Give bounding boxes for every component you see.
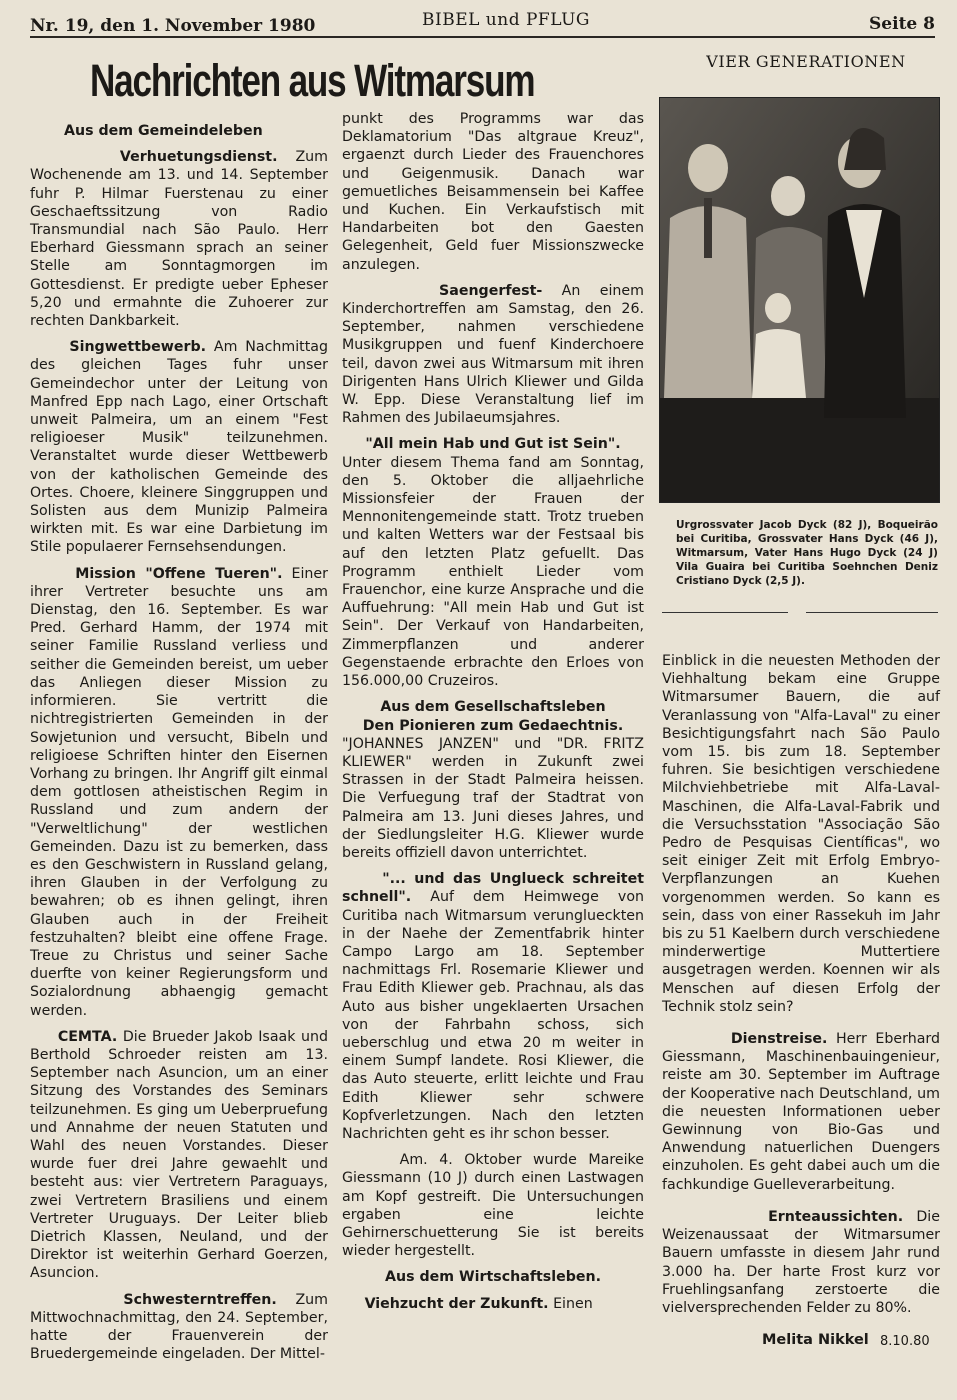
article-text: Zum Wochenende am 13. und 14. September fuhr P. Hilmar Fuerstenau zu einer Geschaeftssitzung von Radio Transmundial nach São Paulo. Herr Eberhard Giessmann sprach an seiner Stelle am Sonntagmorgen im Gottesdienst. Er predigte ueber Epheser 5,20 und ermahnte die Zuhoerer zur rechten Dankbarkeit. <box>30 149 328 330</box>
article-unglueck <box>342 870 644 1143</box>
run-in-heading: "... und das Unglueck schreitet schnell". <box>342 871 644 906</box>
article-text: Zum Mittwochnachmittag, den 24. September, hatte der Frauenverein der Bruedergemeinde eingeladen. Der Mittel- <box>30 1291 328 1363</box>
headline: Nachrichten aus Witmarsum <box>90 55 535 106</box>
run-in-heading: Schwesterntreffen. <box>123 1291 277 1308</box>
run-in-heading: Mission "Offene Tueren". <box>75 565 283 582</box>
article-text: Einer ihrer Vertreter besuchte uns am Dienstag, den 16. September. Es war Pred. Gerhard Hamm, der 1974 mit seiner Familie Russland verliess und seither die Gemeinden bereist, um ueber das Anliegen dieser Mission zu informieren. Sie vertritt die nichtregistrierten Gemeinden in der Sowjetunion und versucht, Bibeln und religioese Schriften hinter den Eisernen Vorhang zu bringen. Ihr Angriff gilt einmal dem gottlosen atheistischen Regim in Russland und zum andern der "Verweltlichung" der westlichen Gemeinden. Dazu ist zu bemerken, dass es den Geschwistern in Russland gelang, ihren Glauben in der Verfolgung zu bewahren; ob es ihnen gelingt, ihren Glauben auch in der Freiheit festzuhalten? bleibt eine offene Frage. Treue zu Christus und seiner Sache duerfte von keiner Regierungsform und Sozialordnung abhaengig gemacht werden. <box>30 565 328 1019</box>
photo-illustration <box>660 98 939 502</box>
article-text: An einem Kinderchortreffen am Samstag, den 26. September, nahmen verschiedene Musikgruppen und fuenf Kinderchoere teil, davon zwei aus Witmarsum mit ihren Dirigenten Hans Ulrich Kliewer und Gilda W. Epp. Diese Veranstaltung lief im Rahmen des Jubilaeumsjahres. <box>342 282 644 427</box>
article-cemta <box>30 1028 328 1283</box>
article-heading: Den Pionieren zum Gedaechtnis. <box>362 717 624 734</box>
run-in-heading: Dienstreise. <box>730 1031 828 1048</box>
author-signature: Melita Nikkel <box>762 1332 869 1348</box>
article-mission <box>30 565 328 1020</box>
article-text: Am Nachmittag des gleichen Tages fuhr unser Gemeindechor unter der Leitung von Manfred Epp nach Lago, einer Ortschaft unweit Palmeira, um an einem "Fest religioeser Musik" teilzunehmen. Veranstaltet wurde dieser Wettbewerb von der katholischen Gemeinde des Ortes. Choere, kleinere Singgruppen und Solisten aus dem Munizip Palmeira wirkten mit. Es war eine Darbietung im Stile populaerer Fernsehsendungen. <box>30 339 328 556</box>
article-dienstreise <box>662 1030 940 1194</box>
article-continuation: punkt des Programms war das Deklamatorium "Das altgraue Kreuz", ergaenzt durch Lieder des Frauenchores und Geigenmusik. Danach war gemuetliches Beisammensein bei Kaffee und Kuchen. Ein Verkaufstisch mit Handarbeiten bot den Gaesten Gelegenheit, Geld fuer Missionszwecke anzulegen. <box>342 111 644 273</box>
run-in-heading: Verhuetungsdienst. <box>119 149 278 166</box>
column-3 <box>662 652 940 1325</box>
issue-number: Nr. 19, den 1. November 1980 <box>30 16 316 36</box>
section-heading: Aus dem Gesellschaftsleben <box>380 699 606 716</box>
run-in-heading: Saengerfest- <box>439 282 543 299</box>
run-in-heading: Ernteaussichten. <box>768 1208 904 1225</box>
divider-rule <box>806 612 938 613</box>
run-in-heading: CEMTA. <box>57 1028 118 1045</box>
column-2 <box>342 110 644 1321</box>
article-heading: "All mein Hab und Gut ist Sein". <box>365 436 621 453</box>
section-heading: Aus dem Gemeindeleben <box>64 123 263 139</box>
article-text: Am. 4. Oktober wurde Mareike Giessmann (10 J) durch einen Lastwagen am Kopf gestreift. Die Untersuchungen ergaben eine leichte Gehirnerschuetterung Sie ist bereits wieder hergestellt. <box>342 1152 644 1260</box>
column-1 <box>30 122 328 1371</box>
article-missionsfeier: Unter diesem Thema fand am Sonntag, den 5. Oktober die alljaehrliche Missionsfeier der Frauen der Mennonitengemeinde statt. Trotz trueben und kalten Wetters war der Festsaal bis auf den letzten Platz gefuellt. Das Programm enthielt Lieder vom Frauenchor, eine kurze Ansprache und die Auffuehrung: "All mein Hab und Gut ist Sein". Der Verkauf von Handarbeiten, Zimmerpflanzen und anderer Gegenstaende erbrachte den Erloes von 156.000,00 Cruzeiros. <box>342 454 644 690</box>
article-text: Die Brueder Jakob Isaak und Berthold Schroeder reisten am 13. September nach Asuncion, um an einer Sitzung des Vorstandes des Seminars teilzunehmen. Es ging um Ueberpruefung und Annahme der neuen Statuten und Wahl des neuen Vorstandes. Dieser wurde fuer drei Jahre gewaehlt und besteht aus: vier Vertretern Paraguays, zwei Vertretern Brasiliens und einem Vertreter Uruguays. Der Leiter blieb Dietrich Klassen, Neuland, und der Direktor ist weiterhin Gerhard Goerzen, Asuncion. <box>30 1028 328 1282</box>
divider-rule <box>662 612 788 613</box>
run-in-heading: Viehzucht der Zukunft. <box>364 1295 549 1312</box>
article-verhuetungsdienst <box>30 148 328 330</box>
page-header <box>30 6 935 38</box>
article-schwesterntreffen <box>30 1291 328 1364</box>
article-pioniere: "JOHANNES JANZEN" und "DR. FRITZ KLIEWER" werden in Zukunft zwei Strassen in der Stadt Palmeira heissen. Die Verfuegung traf der Stadtrat von Palmeira am 13. Juni dieses Jahres, und der Siedlungsleiter H.G. Kliewer wurde bereits offiziell davon unterrichtet. <box>342 735 644 861</box>
family-photo <box>659 97 940 503</box>
photo-caption: Urgrossvater Jacob Dyck (82 J), Boqueirão bei Curitiba, Grossvater Hans Dyck (46 J), Witmarsum, Vater Hans Hugo Dyck (24 J) Vila Guaira bei Curitiba Soehnchen Deniz Cristiano Dyck (2,5 J). <box>676 519 938 587</box>
run-in-heading: Singwettbewerb. <box>69 339 207 356</box>
section-heading: Aus dem Wirtschaftsleben. <box>385 1269 601 1286</box>
photo-title: VIER GENERATIONEN <box>706 52 906 71</box>
article-text: Auf dem Heimwege von Curitiba nach Witmarsum verunglueckten in der Naehe der Zementfabrik hinter Campo Largo am 18. September nachmittags Frl. Rosemarie Kliewer und Frau Edith Kliewer geb. Prachnau, als das Auto aus bisher ungeklaerten Ursachen von der Fahrbahn schoss, sich ueberschlug und etwa 20 m weiter in einem Sumpf landete. Rosi Kliewer, die das Auto steuerte, erlitt leichte und Frau Edith Kliewer sehr schwere Kopfverletzungen. Nach den letzten Nachrichten geht es ihr schon besser. <box>342 889 644 1142</box>
article-mareike <box>342 1151 644 1260</box>
article-saengerfest <box>342 282 644 428</box>
article-text: Die Weizenaussaat der Witmarsumer Bauern umfasste in diesem Jahr rund 3.000 ha. Der harte Frost kurz vor Fruehlingsanfang zerstoerte die vielversprechenden Felder zu 80%. <box>662 1208 940 1316</box>
article-text: Herr Eberhard Giessmann, Maschinenbauingenieur, reiste am 30. September im Auftrage der Kooperative nach Deutschland, um die neuesten Informationen ueber Gewinnung von Bio-Gas und Anwendung natuerlichen Duengers einzuholen. Es geht dabei auch um die fachkundige Guelleverarbeitung. <box>662 1031 940 1193</box>
article-singwettbewerb <box>30 338 328 556</box>
article-viehzucht <box>342 1295 644 1313</box>
article-viehhaltung: Einblick in die neuesten Methoden der Viehhaltung bekam eine Gruppe Witmarsumer Bauern, die auf Veranlassung von "Alfa-Laval" zu einer Besichtigungsfahrt nach São Paulo vom 15. bis zum 18. September fuhren. Sie besichtigen verschiedene Milchviehbetriebe mit Alfa-Laval-Maschinen, die Alfa-Laval-Fabrik und die Versuchsstation "Associação São Pedro de Pesquisas Científicas", wo seit einiger Zeit mit Erfolg Embryo-Verpflanzungen an Kuehen vorgenommen werden. So kann es sein, dass von einer Rassekuh im Jahr bis zu 51 Kaelbern durch verschiedene minderwertige Muttertiere ausgetragen werden. Koennen wir als Menschen auf diesen Erfolg der Technik stolz sein? <box>662 653 940 1015</box>
signature-date: 8.10.80 <box>880 1334 930 1349</box>
newspaper-name: BIBEL und PFLUG <box>422 10 590 30</box>
page-number: Seite 8 <box>869 14 935 34</box>
article-ernteaussichten <box>662 1208 940 1317</box>
article-text: Einen <box>548 1295 593 1312</box>
